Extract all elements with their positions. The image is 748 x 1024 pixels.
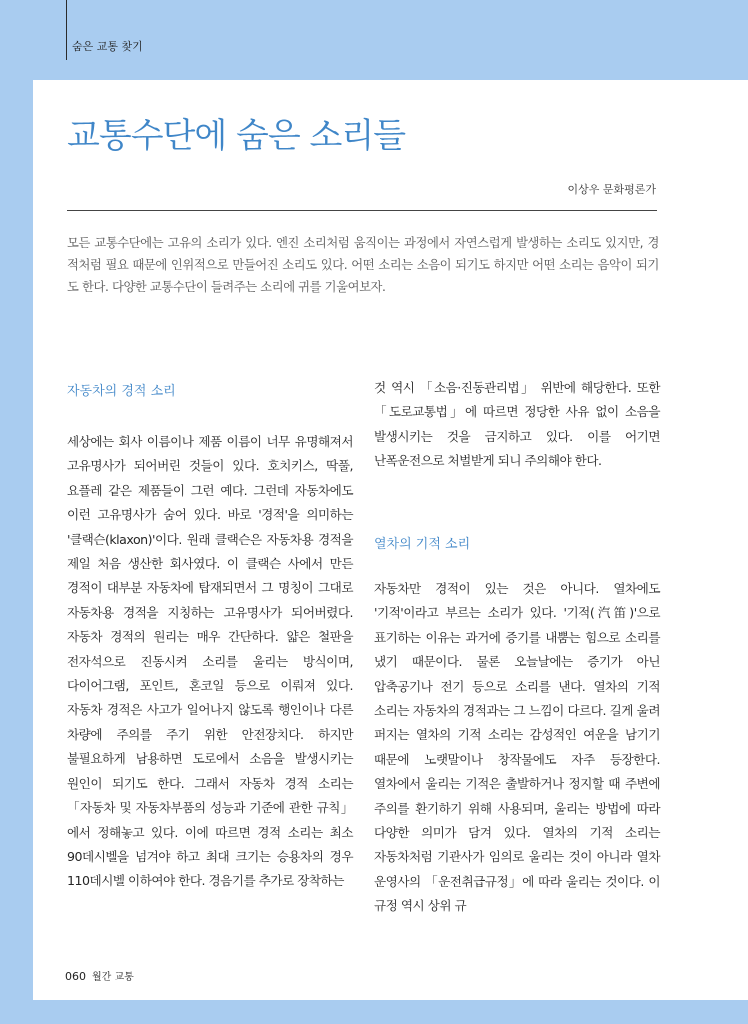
page-footer bbox=[65, 968, 134, 983]
section-body-car-horn: 세상에는 회사 이름이나 제품 이름이 너무 유명해져서 고유명사가 되어버린 것들이 있다. 호치키스, 딱풀, 요플레 같은 제품들이 그런 예다. 그런데 자동차에도 이런 고유명사가 숨어 있다. 바로 '경적'을 의미하는 '클랙슨(klaxon)'이다. 원래 클랙슨은 자동차용 경적을 제일 처음 생산한 회사였다. 이 클랙슨 사에서 만든 경적이 대부분 자동차에 탑재되면서 그 명칭이 그대로 자동차용 경적을 지칭하는 고유명사가 되어버렸다. 자동차 경적의 원리는 매우 간단하다. 얇은 철판을 전자석으로 진동시켜 소리를 울리는 방식이며, 다이어그램, 포인트, 혼코일 등으로 이뤄져 있다. 자동차 경적은 사고가 일어나지 않도록 행인이나 다른 차량에 주의를 주기 위한 안전장치다. 하지만 불필요하게 남용하면 도로에서 소음을 발생시키는 원인이 되기도 한다. 그래서 자동차 경적 소리는 「자동차 및 자동차부품의 성능과 기준에 관한 규칙」에서 정해놓고 있다. 이에 따르면 경적 소리는 최소 90데시벨을 넘겨야 하고 최대 크기는 승용차의 경우 110데시벨 이하여야 한다. 경음기를 추가로 장착하는 bbox=[67, 434, 353, 889]
magazine-name: 월간 교통 bbox=[92, 972, 134, 983]
article-author: 이상우 문화평론가 bbox=[567, 183, 656, 196]
section-heading-train-whistle: 열차의 기적 소리 bbox=[374, 537, 471, 552]
article-title: 교통수단에 숨은 소리들 bbox=[67, 116, 406, 156]
article-page bbox=[33, 80, 748, 1000]
header-divider-line bbox=[66, 0, 67, 60]
page-number: 060 bbox=[65, 970, 86, 983]
section-continuation-car-horn: 것 역시 「소음·진동관리법」 위반에 해당한다. 또한 「도로교통법」에 따르면 정당한 사유 없이 소음을 발생시키는 것을 금지하고 있다. 이를 어기면 난폭운전으로 처벌받게 되니 주의해야 한다. bbox=[374, 380, 660, 469]
article-lead: 모든 교통수단에는 고유의 소리가 있다. 엔진 소리처럼 움직이는 과정에서 자연스럽게 발생하는 소리도 있지만, 경적처럼 필요 때문에 인위적으로 만들어진 소리도 있다. 어떤 소리는 소음이 되기도 하지만 어떤 소리는 음악이 되기도 한다. 다양한 교통수단이 들려주는 소리에 귀를 기울여보자. bbox=[67, 236, 659, 294]
section-body-train-whistle: 자동차만 경적이 있는 것은 아니다. 열차에도 '기적'이라고 부르는 소리가 있다. '기적(汽笛)'으로 표기하는 이유는 과거에 증기를 내뿜는 힘으로 소리를 냈기 때문이다. 물론 오늘날에는 증기가 아닌 압축공기나 전기 등으로 소리를 낸다. 열차의 기적 소리는 자동차의 경적과는 그 느낌이 다르다. 길게 울려 퍼지는 열차의 기적 소리는 감성적인 여운을 남기기 때문에 노랫말이나 창작물에도 자주 등장한다. 열차에서 울리는 기적은 출발하거나 정지할 때 주변에 주의를 환기하기 위해 사용되며, 울리는 방법에 따라 다양한 의미가 담겨 있다. 열차의 기적 소리는 자동차처럼 기관사가 임의로 울리는 것이 아니라 열차 운영사의 「운전취급규정」에 따라 울리는 것이다. 이 규정 역시 상위 규 bbox=[374, 581, 660, 914]
title-rule bbox=[67, 210, 657, 211]
section-label: 숨은 교통 찾기 bbox=[72, 40, 143, 53]
section-heading-car-horn: 자동차의 경적 소리 bbox=[67, 384, 176, 399]
